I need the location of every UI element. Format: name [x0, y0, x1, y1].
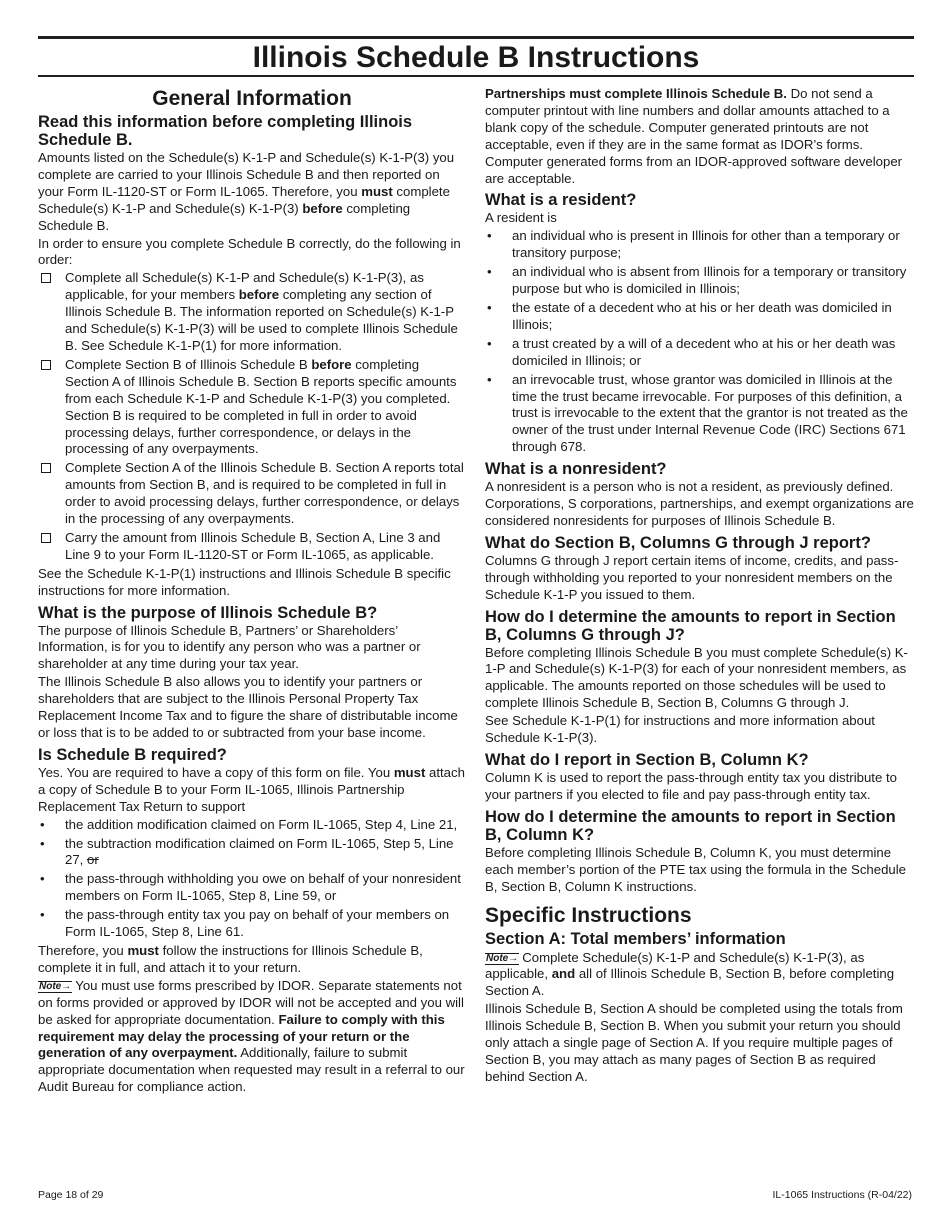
list-item: • the subtraction modification claimed on Form IL-1065, Step 5, Line 27, or [40, 835, 454, 868]
required-heading: Is Schedule B required? [38, 745, 227, 764]
intro-paragraph: Amounts listed on the Schedule(s) K-1-P and Schedule(s) K-1-P(3) you complete are carried to your Illinois Schedule B and then reported on your Form IL-1120-ST or Form IL-1065. Therefore, you must complete Schedule(s) K-1-P and Schedule(s) K-1-P(3) before completing Schedule B. [38, 150, 455, 233]
determine-k-heading: How do I determine the amounts to report in Section B, Column K? [485, 807, 896, 844]
nonresident-paragraph: A nonresident is a person who is not a resident, as previously defined. Corporations, S corporations, partnerships, and exempt organizations are considered nonresidents for purposes of Illinois Schedule B. [485, 479, 914, 528]
section-a-heading: Section A: Total members’ information [485, 929, 786, 948]
resident-bullets [485, 228, 915, 456]
checkbox-icon [41, 463, 51, 473]
columns-gj-heading: What do Section B, Columns G through J report? [485, 533, 871, 552]
checkbox-icon [41, 360, 51, 370]
list-item: • the pass-through withholding you owe on behalf of your nonresident members on Form IL-1065, Step 8, Line 59, or [40, 871, 461, 904]
checklist-item: Complete all Schedule(s) K-1-P and Schedule(s) K-1-P(3), as applicable, for your members before completing any section of Illinois Schedule B. The information reported on Schedule(s) K-1-P and Schedule(s) K-1-P(3) will be used to complete Illinois Schedule B. See Schedule K-1-P(1) for more information. [38, 270, 466, 355]
note-paragraph: Note→ You must use forms prescribed by IDOR. Separate statements not on forms provided or approved by IDOR will not be accepted and you will be asked for appropriate documentation. Failure to comply with this requirement may delay the processing of your return or the generation of any overpayment. Additionally, failure to submit appropriate documentation when requested may result in a referral to our Audit Bureau for compliance action. [38, 977, 465, 1095]
title-rule-bottom [38, 75, 914, 77]
required-paragraph: Yes. You are required to have a copy of this form on file. You must attach a copy of Schedule B to your Form IL-1065, Illinois Partnership Replacement Tax Return to support [38, 764, 465, 814]
determine-gj-paragraph-1: Before completing Illinois Schedule B you must complete Schedule(s) K-1-P and Schedule(s) K-1-P(3) for each of your nonresident members, as applicable. The amounts reported on those schedules will be used to complete Illinois Schedule B, Section B, Columns G through J. [485, 644, 908, 711]
order-paragraph: In order to ensure you complete Schedule B correctly, do the following in order: [38, 235, 461, 268]
checklist-item: Carry the amount from Illinois Schedule B, Section A, Line 3 and Line 9 to your Form IL-1120-ST or Form IL-1065, as applicable. [38, 530, 466, 564]
column-k-heading: What do I report in Section B, Column K? [485, 751, 809, 769]
specific-instructions-heading: Specific Instructions [485, 903, 692, 927]
see-instructions-paragraph: See the Schedule K-1-P(1) instructions and Illinois Schedule B specific instructions for more information. [38, 565, 451, 598]
columns-gj-paragraph: Columns G through J report certain items of income, credits, and pass-through withholding you reported to your nonresident members on the Schedule K-1-P you issued to them. [485, 552, 899, 602]
form-revision: IL-1065 Instructions (R-04/22) [772, 1189, 912, 1201]
list-item: • a trust created by a will of a decedent who at his or her death was domiciled in Illinois; or [487, 335, 896, 368]
determine-gj-heading: How do I determine the amounts to report in Section B, Columns G through J? [485, 607, 896, 644]
right-column [485, 86, 915, 1087]
determine-k-paragraph: Before completing Illinois Schedule B, Column K, you must determine each member’s portion of the PTE tax using the formula in the Schedule B, Section B, Column K instructions. [485, 844, 907, 894]
resident-intro: A resident is [485, 210, 557, 226]
determine-gj-paragraph-2: See Schedule K-1-P(1) for instructions and more information about Schedule K-1-P(3). [485, 713, 875, 746]
title-rule-top [38, 36, 914, 39]
page-number: Page 18 of 29 [38, 1189, 104, 1201]
purpose-paragraph-1: The purpose of Illinois Schedule B, Partners’ or Shareholders’ Information, is for you to identify any person who was a partner or shareholder at any time during your tax year. [38, 622, 421, 672]
section-a-paragraph: Illinois Schedule B, Section A should be completed using the totals from Illinois Schedule B, Section B. When you submit your return you should only attach a single page of Section A. If you require multiple pages of Section B, you may attach as many pages of Section B as required behind Section A. [485, 1001, 903, 1084]
purpose-heading: What is the purpose of Illinois Schedule B? [38, 603, 378, 622]
column-k-paragraph: Column K is used to report the pass-through entity tax you distribute to your partners if you elected to file and pay pass-through entity tax. [485, 770, 897, 802]
purpose-paragraph-2: The Illinois Schedule B also allows you to identify your partners or shareholders that are subject to the Illinois Personal Property Tax Replacement Income Tax and to figure the share of distributable income or loss that is to be added to or subtracted from your base income. [38, 674, 458, 740]
resident-heading: What is a resident? [485, 191, 637, 210]
list-item: • the addition modification claimed on Form IL-1065, Step 4, Line 21, [40, 816, 458, 832]
required-bullets [38, 817, 466, 941]
list-item: • an individual who is present in Illinois for other than a temporary or transitory purpose; [487, 228, 900, 261]
note-icon: Note→ [486, 952, 519, 964]
left-column [38, 86, 466, 1097]
section-a-note: Note→ Complete Schedule(s) K-1-P and Schedule(s) K-1-P(3), as applicable, and all of Illinois Schedule B, Section B, before completing Section A. [485, 949, 895, 999]
page-title: Illinois Schedule B Instructions [252, 41, 700, 74]
nonresident-heading: What is a nonresident? [485, 460, 667, 479]
read-first-heading: Read this information before completing Illinois Schedule B. [38, 113, 413, 149]
therefore-paragraph: Therefore, you must follow the instructions for Illinois Schedule B, complete it in full, and attach it to your return. [38, 942, 423, 975]
order-checklist [38, 270, 466, 563]
checkbox-icon [41, 273, 51, 283]
list-item: • an irrevocable trust, whose grantor was domiciled in Illinois at the time the trust became irrevocable. For purposes of this definition, a trust is irrevocable to the extent that the grantor is not treated as the owner of the trust under Internal Revenue Code (IRC) Sections 671 through 678. [487, 371, 908, 455]
checklist-item: Complete Section A of the Illinois Schedule B. Section A reports total amounts from Section B, and is required to be completed in full in order to avoid processing delays, further correspondence, or delays in the processing of any overpayments. [38, 460, 466, 528]
list-item: • the pass-through entity tax you pay on behalf of your members on Form IL-1065, Step 8, Line 61. [40, 907, 450, 940]
list-item: • the estate of a decedent who at his or her death was domiciled in Illinois; [487, 299, 892, 332]
note-icon: Note→ [39, 980, 72, 992]
partnerships-paragraph: Partnerships must complete Illinois Schedule B. Do not send a computer printout with line numbers and dollar amounts attached to a blank copy of the schedule. Computer generated printouts are not acceptable, even if they are in the same format as IDOR’s forms. Computer generated forms from an IDOR-approved software developer are acceptable. [485, 86, 903, 186]
checkbox-icon [41, 533, 51, 543]
list-item: • an individual who is absent from Illinois for a temporary or transitory purpose but who is domiciled in Illinois; [487, 264, 907, 297]
checklist-item: Complete Section B of Illinois Schedule B before completing Section A of Illinois Schedule B. Section B reports specific amounts from each Schedule K-1-P and Schedule K-1-P(3) you completed. Section B is required to be completed in full in order to avoid processing delays, further correspondence, or delays in the processing of any overpayments. [38, 357, 466, 458]
general-info-heading: General Information [152, 87, 352, 110]
